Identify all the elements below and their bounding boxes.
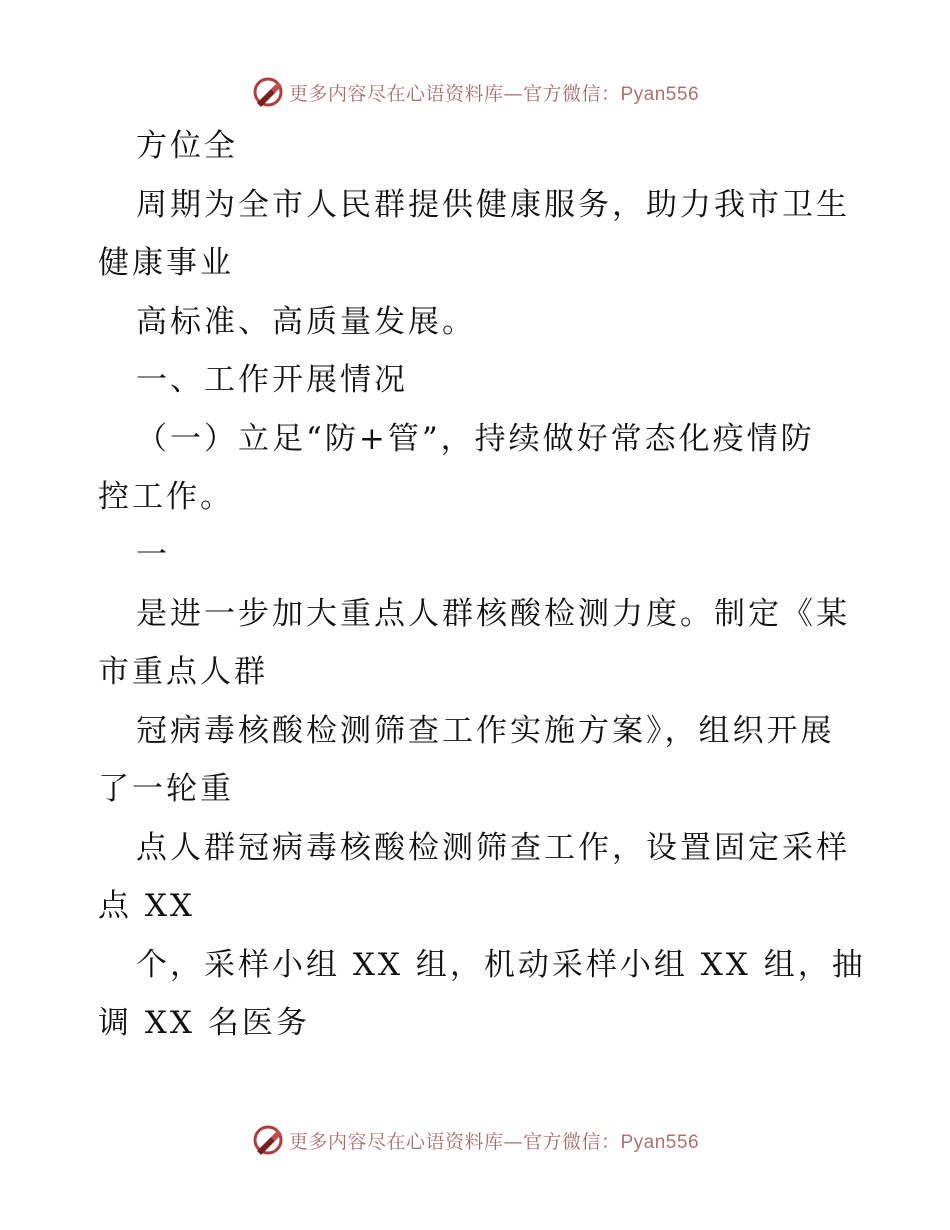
header-watermark-text: 更多内容尽在心语资料库—官方微信：Pyan556 [288,82,700,105]
body-line: 方位全 [136,128,238,164]
body-line: 个，采样小组 XX 组，机动采样小组 XX 组，抽 [136,947,866,983]
body-line: 调 XX 名医务 [98,1005,310,1041]
body-line: 点人群冠病毒核酸检测筛查工作，设置固定采样 [136,830,850,866]
footer-watermark-text: 更多内容尽在心语资料库—官方微信：Pyan556 [288,1130,700,1153]
body-line: 健康事业 [98,245,234,281]
header-watermark [0,72,950,112]
body-line: 是进一步加大重点人群核酸检测力度。制定《某 [136,596,850,632]
body-line: （一）立足“防+管”，持续做好常态化疫情防 [136,421,815,457]
body-line: 点 XX [98,888,195,924]
footer-watermark [0,1120,950,1160]
pen-logo-icon [251,75,285,109]
body-line: 周期为全市人民群提供健康服务，助力我市卫生 [136,187,850,223]
body-line: 冠病毒核酸检测筛查工作实施方案》，组织开展 [136,713,835,749]
body-line: 市重点人群 [98,654,268,690]
body-line: 控工作。 [98,479,234,515]
footer-brand: Pyan556 [620,1131,700,1153]
body-line: 一、工作开展情况 [136,362,408,398]
body-line: 一 [136,537,170,573]
body-line: 高标准、高质量发展。 [136,304,476,340]
header-brand: Pyan556 [620,83,700,105]
body-line: 了一轮重 [98,771,234,807]
pen-logo-icon [251,1123,285,1157]
